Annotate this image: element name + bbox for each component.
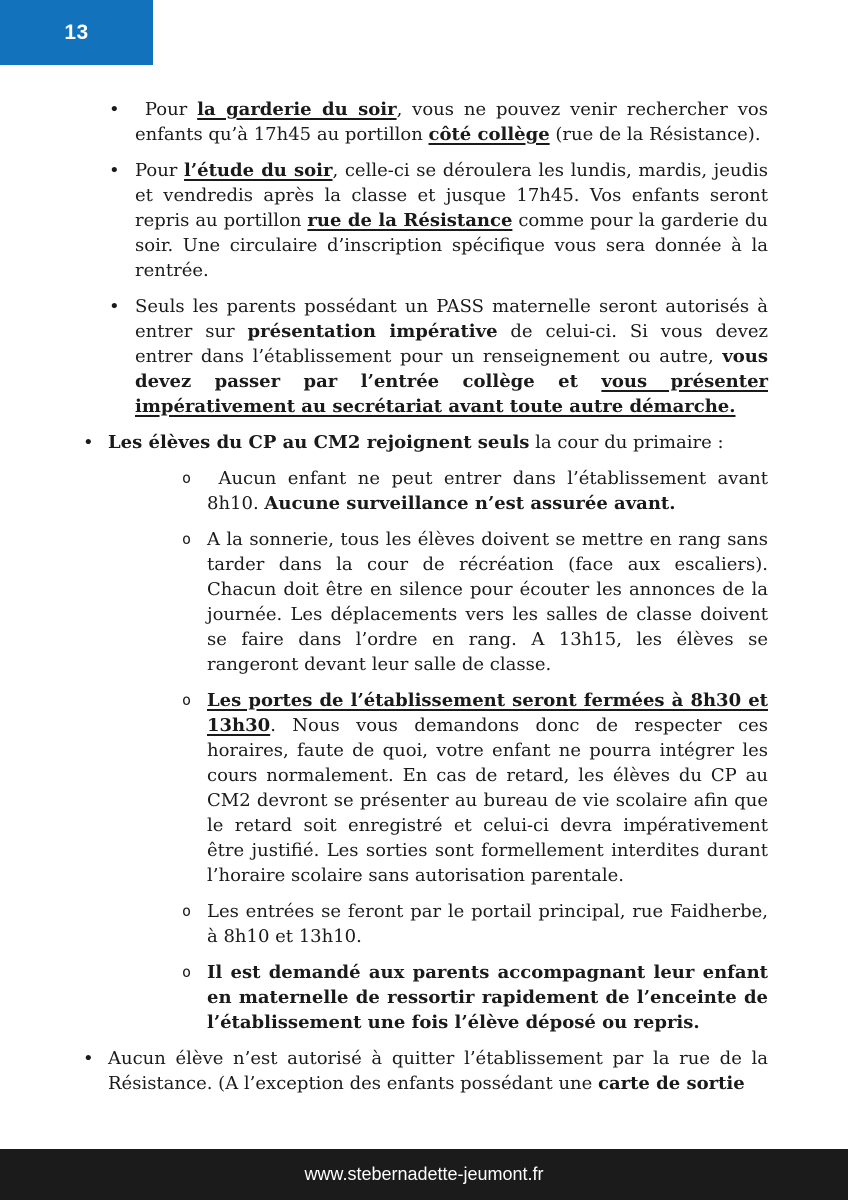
text-segment: la garderie du soir: [197, 99, 397, 120]
text-segment: (rue de la Résistance).: [549, 124, 761, 145]
text-segment: de celui-ci. Si vous devez entrer dans l’établissement pour un renseignement ou autre,: [135, 321, 768, 367]
bullet-item: [109, 97, 768, 147]
sub-bullet-item: [182, 688, 768, 888]
text-segment: la cour du primaire :: [529, 432, 724, 453]
text-segment: Pour: [135, 99, 198, 120]
text-segment: A la sonnerie, tous les élèves doivent se mettre en rang sans tarder dans la cour de récréation (face aux escaliers). Chacun doit être en silence pour écouter les annonces de la journée. Les déplacements vers les salles de classe doivent se faire dans l’ordre en rang. A 13h15, les élèves se rangeront devant leur salle de classe.: [207, 529, 768, 675]
circle-marker: o: [182, 469, 192, 487]
bullet-marker: •: [109, 296, 120, 317]
sub-bullet-item: [182, 960, 768, 1035]
text-segment: rue de la Résistance: [307, 210, 513, 231]
text-segment: carte de sortie: [598, 1073, 745, 1094]
text-segment: Pour: [135, 160, 185, 181]
text-segment: vous présenter impérativement au secrétariat avant toute autre démarche.: [135, 371, 769, 417]
bullet-marker: •: [83, 1048, 94, 1069]
bullet-marker: •: [109, 99, 120, 120]
sub-bullet-item: [182, 899, 768, 949]
sub-bullet-item: [182, 527, 768, 677]
text-segment: Les portes de l’établissement seront fermées à 8h30 et 13h30: [207, 690, 768, 736]
circle-marker: o: [182, 691, 192, 709]
text-segment: Seuls les parents possédant un PASS maternelle seront autorisés à entrer sur: [135, 296, 768, 342]
text-segment: Il est demandé aux parents accompagnant leur enfant en maternelle de ressortir rapidement de l’enceinte de l’établissement une fois l’élève déposé ou repris.: [207, 962, 768, 1033]
text-segment: présentation impérative: [247, 321, 498, 342]
page-number-box: [0, 0, 153, 65]
text-segment: Les entrées se feront par le portail principal, rue Faidherbe, à 8h10 et 13h10.: [207, 901, 768, 947]
text-segment: Aucune surveillance n’est assurée avant.: [264, 493, 676, 514]
text-segment: . Nous vous demandons donc de respecter ces horaires, faute de quoi, votre enfant ne pourra intégrer les cours normalement. En cas de retard, les élèves du CP au CM2 devront se présenter au bureau de vie scolaire afin que le retard soit enregistré et celui-ci devra impérativement être justifié. Les sorties sont formellement interdites durant l’horaire scolaire sans autorisation parentale.: [207, 715, 768, 886]
sub-bullet-item: [182, 466, 768, 516]
text-segment: comme pour la garderie du soir. Une circulaire d’inscription spécifique vous sera donnée à la rentrée.: [135, 210, 768, 281]
text-segment: Les élèves du CP au CM2 rejoignent seuls: [108, 432, 530, 453]
text-segment: Aucun élève n’est autorisé à quitter l’établissement par la rue de la Résistance. (A l’exception des enfants possédant une: [108, 1048, 768, 1094]
document-body: [0, 97, 848, 1148]
page-number: 13: [64, 20, 89, 44]
bullet-item: [109, 158, 769, 283]
text-segment: Aucun enfant ne peut entrer dans l’établissement avant 8h10.: [207, 468, 768, 514]
bullet-item: [83, 430, 768, 455]
text-segment: vous devez passer par l’entrée collège et: [135, 346, 768, 392]
text-segment: , vous ne pouvez venir rechercher vos enfants qu’à 17h45 au portillon: [135, 99, 768, 145]
circle-marker: o: [182, 963, 192, 981]
bullet-item: [109, 294, 769, 419]
bullet-item: [83, 1046, 768, 1096]
text-segment: côté collège: [428, 124, 550, 145]
text-segment: l’étude du soir: [184, 160, 333, 181]
bullet-marker: •: [83, 432, 94, 453]
circle-marker: o: [182, 530, 192, 548]
text-segment: , celle-ci se déroulera les lundis, mardis, jeudis et vendredis après la classe et jusque 17h45. Vos enfants seront repris au portillon: [135, 160, 769, 231]
circle-marker: o: [182, 902, 192, 920]
footer-url: www.stebernadette-jeumont.fr: [304, 1164, 544, 1184]
bullet-marker: •: [109, 160, 120, 181]
footer-bar: [0, 1149, 848, 1200]
